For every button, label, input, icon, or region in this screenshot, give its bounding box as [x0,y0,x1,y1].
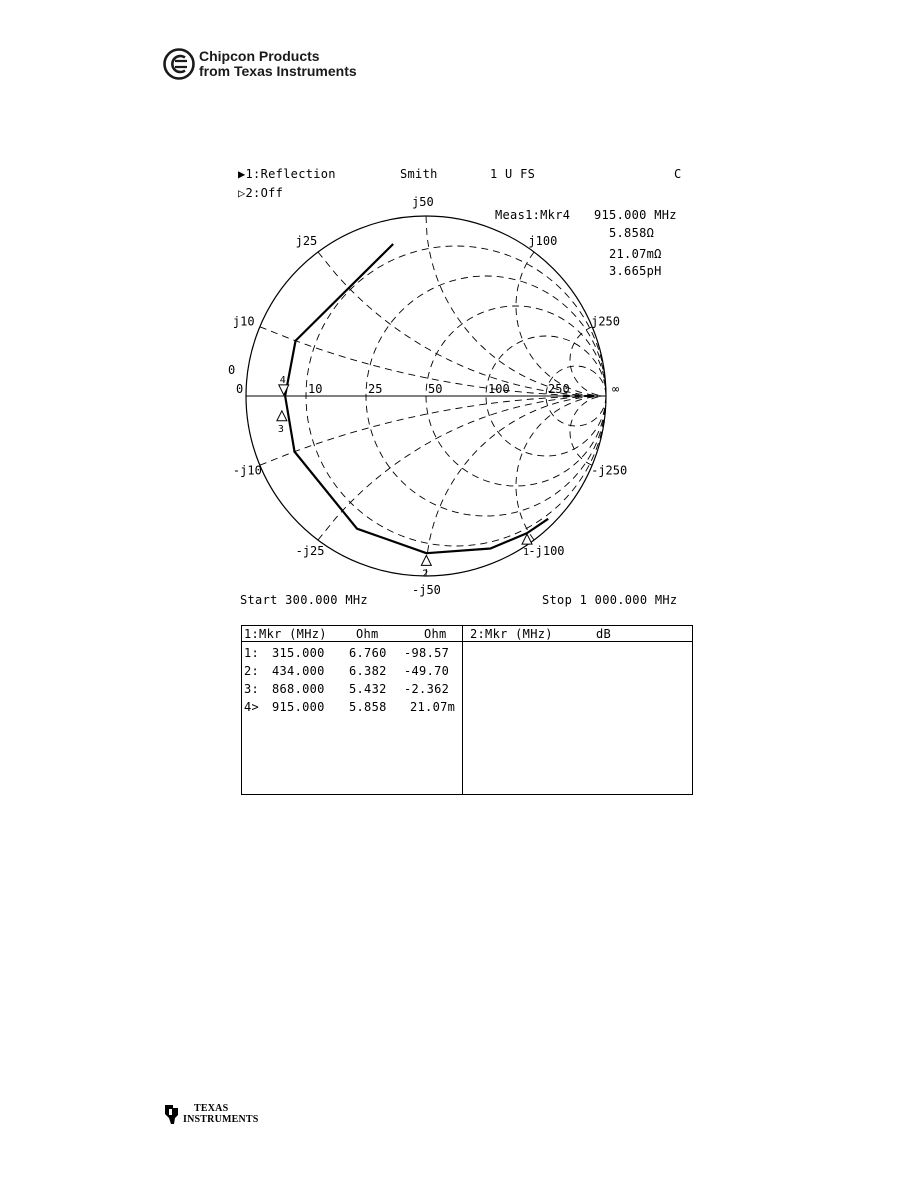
resistance-label-2: 25 [368,382,383,396]
right-header-col1: 2:Mkr (MHz) [470,627,553,641]
format-label: Smith [400,167,438,181]
table-header-rule [242,641,462,642]
chipcon-logo-icon [163,48,195,80]
active-channel-icon: ▶ [238,167,246,181]
table-row-2-id: 2: [244,664,260,678]
table-row-1-id: 1: [244,646,260,660]
scale-label: 1 U FS [490,167,536,181]
measurement-inductance: 3.665pH [609,264,662,278]
marker-table [241,625,693,795]
smith-grid [246,216,606,576]
table-row-3-r: 5.432 [349,682,387,696]
left-header-col2: Ohm [356,627,379,641]
smith-trace [285,244,548,553]
reactance-arc--j50 [426,396,606,576]
reactance-label--j10: -j10 [232,463,262,478]
brand-line-2: from Texas Instruments [199,63,357,79]
table-divider [462,626,463,794]
marker-2-icon [421,555,431,565]
reactance-label-j10: j10 [232,314,255,329]
ti-line-1: TEXAS [194,1103,229,1114]
table-row-3-id: 3: [244,682,260,696]
measurement-title: Meas1:Mkr4 [495,208,571,222]
table-row-4-id: 4> [244,700,260,714]
resistance-label-4: 100 [488,382,510,396]
resistance-label-3: 50 [428,382,443,396]
resistance-label-6: ∞ [612,382,620,396]
reactance-label-j25: j25 [295,233,318,248]
start-frequency: Start 300.000 MHz [240,593,368,607]
table-row-4-r: 5.858 [349,700,387,714]
reactance-label--j100: -j100 [528,544,565,559]
stop-frequency: Stop 1 000.000 MHz [542,593,678,607]
table-row-4-x: 21.07m [410,700,456,714]
reactance-label-j50: j50 [412,195,434,209]
table-row-4-freq: 915.000 [272,700,325,714]
chipcon-header [163,48,357,80]
marker-2-label: 2 [422,568,429,580]
marker-1-label: 1 [523,547,530,559]
table-row-1-r: 6.760 [349,646,387,660]
channel1-label: 1:Reflection [245,167,336,181]
coupling-label: C [674,167,682,181]
table-row-2-x: -49.70 [404,664,450,678]
channel2-label: 2:Off [245,186,284,200]
table-header-rule-right [463,641,692,642]
table-row-2-freq: 434.000 [272,664,325,678]
reactance-label--j25: -j25 [295,544,325,559]
marker-4-label: 4 [279,374,286,386]
marker-3-label: 3 [277,423,284,435]
left-edge-label: 0 [228,363,236,377]
table-row-1-x: -98.57 [404,646,450,660]
reactance-label--j50: -j50 [412,583,441,597]
table-row-1-freq: 315.000 [272,646,325,660]
measurement-frequency: 915.000 MHz [594,208,677,222]
ti-footer [163,1103,259,1125]
table-row-3-freq: 868.000 [272,682,325,696]
reactance-label-j250: j250 [591,314,621,329]
brand-line-1: Chipcon Products [199,48,320,64]
measurement-reactance: 21.07mΩ [609,247,662,261]
left-header-col1: 1:Mkr (MHz) [244,627,327,641]
measurement-resistance: 5.858Ω [609,226,655,240]
reactance-label--j250: -j250 [591,463,628,478]
resistance-label-1: 10 [308,382,323,396]
table-row-2-r: 6.382 [349,664,387,678]
ti-line-2: INSTRUMENTS [183,1114,259,1125]
left-header-col3: Ohm [424,627,447,641]
reactance-label-j100: j100 [528,233,558,248]
right-header-col2: dB [596,627,612,641]
smith-chart-panel [222,160,704,800]
table-row-3-x: -2.362 [404,682,450,696]
reactance-arc-j250 [570,327,606,396]
reactance-arc--j250 [570,396,606,465]
reflection-trace [285,244,548,553]
resistance-label-0: 0 [236,382,244,396]
resistance-label-5: 250 [548,382,570,396]
marker-3-icon [277,411,287,421]
inactive-channel-icon: ▷ [238,186,246,200]
texas-instruments-logo-icon [163,1103,181,1125]
